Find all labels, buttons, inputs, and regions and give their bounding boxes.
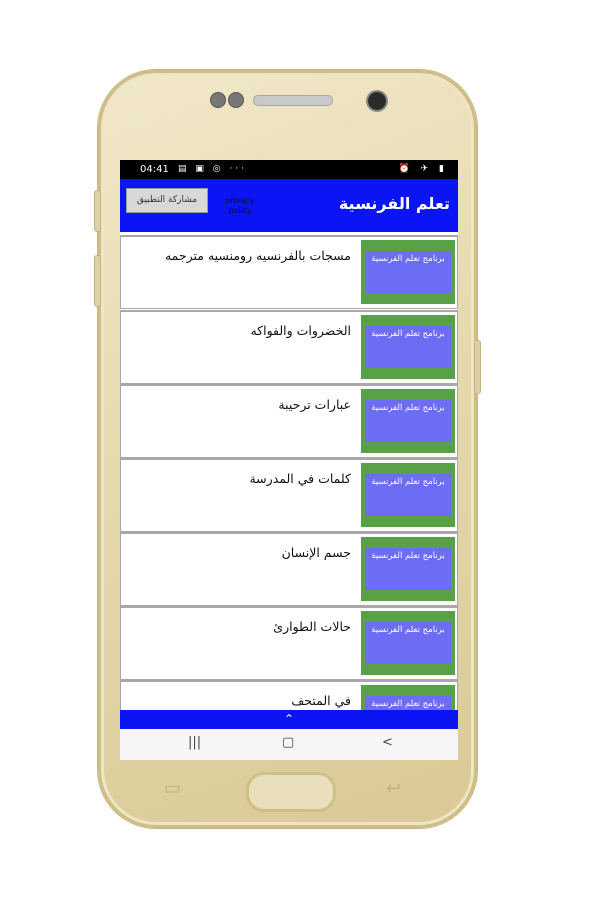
system-nav-bar bbox=[120, 729, 458, 760]
list-item[interactable] bbox=[120, 606, 458, 680]
recents-icon[interactable]: ||| bbox=[188, 735, 202, 750]
notification-icons: ▤ ▣ ◎ ··· bbox=[178, 164, 248, 174]
item-thumbnail bbox=[361, 389, 455, 453]
thumbnail-text: برنامج تعلم الفرنسية bbox=[365, 474, 451, 516]
list-item-label: في المتحف bbox=[291, 693, 351, 708]
system-status-icons: ⏰ ✈ ▮ bbox=[398, 164, 448, 174]
thumbnail-text: برنامج تعلم الفرنسية bbox=[365, 622, 451, 664]
list-item-label: مسجات بالفرنسيه رومنسيه مترجمه bbox=[164, 248, 351, 263]
scroll-up-bar[interactable] bbox=[120, 710, 458, 729]
sensor-icon bbox=[210, 92, 226, 108]
list-item-label: جسم الإنسان bbox=[281, 545, 351, 560]
list-item-label: كلمات في المدرسة bbox=[249, 471, 351, 486]
back-icon[interactable]: < bbox=[382, 735, 393, 750]
list-item[interactable] bbox=[120, 532, 458, 606]
home-hardware-button bbox=[246, 772, 336, 812]
app-screen bbox=[120, 160, 458, 760]
thumbnail-text: برنامج تعلم الفرنسية bbox=[365, 696, 451, 710]
item-thumbnail bbox=[361, 463, 455, 527]
volume-button-lower bbox=[94, 255, 101, 307]
recents-hardware-key-icon: ▭ bbox=[164, 778, 182, 799]
volume-button bbox=[94, 190, 101, 232]
page-title: تعلم الفرنسية bbox=[338, 194, 450, 213]
privacy-policy-link[interactable]: privacy policy bbox=[225, 196, 255, 215]
share-app-button[interactable]: مشاركة التطبيق bbox=[126, 188, 208, 213]
status-bar bbox=[120, 160, 458, 179]
sensor-icon-2 bbox=[228, 92, 244, 108]
app-bar bbox=[120, 179, 458, 232]
front-camera-icon bbox=[366, 90, 388, 112]
list-item[interactable] bbox=[120, 235, 458, 309]
list-item[interactable] bbox=[120, 384, 458, 458]
thumbnail-text: برنامج تعلم الفرنسية bbox=[365, 326, 451, 368]
item-thumbnail bbox=[361, 537, 455, 601]
thumbnail-text: برنامج تعلم الفرنسية bbox=[365, 400, 451, 442]
home-icon[interactable]: ▢ bbox=[282, 735, 295, 750]
list-item[interactable] bbox=[120, 310, 458, 384]
earpiece-speaker bbox=[253, 95, 333, 106]
lesson-list bbox=[120, 232, 458, 710]
item-thumbnail bbox=[361, 240, 455, 304]
list-item-label: الخضروات والفواكه bbox=[250, 323, 351, 338]
list-item[interactable] bbox=[120, 680, 458, 710]
item-thumbnail bbox=[361, 315, 455, 379]
status-time: 04:41 bbox=[140, 164, 169, 175]
item-thumbnail bbox=[361, 685, 455, 710]
list-item[interactable] bbox=[120, 458, 458, 532]
chevron-up-icon[interactable]: ⌃ bbox=[283, 712, 295, 726]
power-button bbox=[474, 340, 481, 394]
back-hardware-key-icon: ↩ bbox=[386, 778, 402, 799]
list-item-label: حالات الطوارئ bbox=[273, 619, 351, 634]
thumbnail-text: برنامج تعلم الفرنسية bbox=[365, 548, 451, 590]
phone-frame bbox=[98, 70, 477, 828]
item-thumbnail bbox=[361, 611, 455, 675]
list-item-label: عبارات ترحيبة bbox=[278, 397, 351, 412]
thumbnail-text: برنامج تعلم الفرنسية bbox=[365, 251, 451, 293]
list-top-edge bbox=[120, 232, 456, 234]
